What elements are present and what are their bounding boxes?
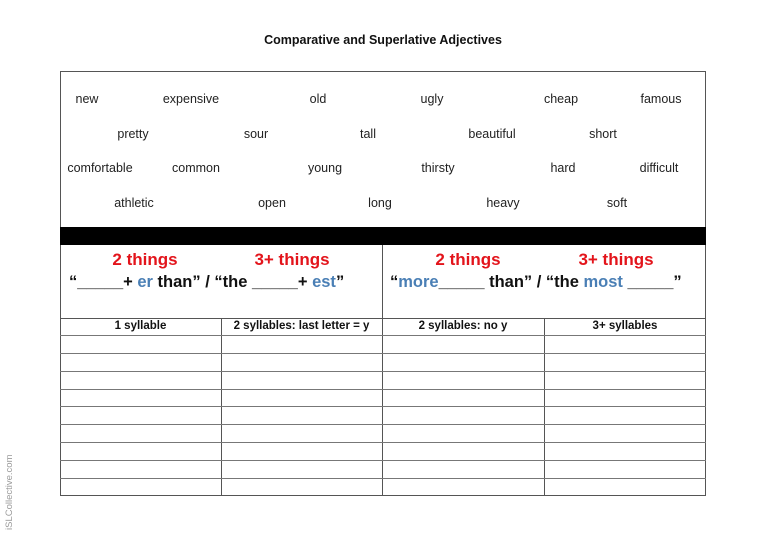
word-item: cheap	[543, 92, 579, 106]
word-item: heavy	[486, 196, 520, 210]
divider-bar	[60, 227, 706, 245]
word-item: comfortable	[67, 161, 133, 175]
word-item: young	[307, 161, 343, 175]
word-item: pretty	[117, 127, 149, 141]
table-row	[60, 335, 706, 336]
table-row	[60, 460, 706, 461]
word-item: short	[589, 127, 617, 141]
watermark: iSLCollective.com	[4, 454, 15, 530]
page-title: Comparative and Superlative Adjectives	[264, 33, 502, 47]
word-item: old	[309, 92, 327, 106]
table-row	[60, 424, 706, 425]
rule-heading-two-things-long: 2 things	[435, 250, 501, 269]
table-row	[60, 478, 706, 479]
column-header-two-syllables-no-y: 2 syllables: no y	[418, 320, 508, 332]
word-item: hard	[550, 161, 576, 175]
word-item: common	[172, 161, 220, 175]
answer-table	[60, 318, 706, 496]
table-row	[60, 371, 706, 372]
rule-pattern-short: “_____+ er than” / “the _____+ est”	[69, 273, 345, 291]
column-header-two-syllables-y: 2 syllables: last letter = y	[233, 320, 370, 332]
column-divider	[544, 318, 545, 496]
word-item: athletic	[114, 196, 154, 210]
word-item: sour	[243, 127, 269, 141]
rule-heading-two-things: 2 things	[112, 250, 178, 269]
word-item: expensive	[162, 92, 220, 106]
table-row	[60, 406, 706, 407]
word-item: beautiful	[468, 127, 516, 141]
word-item: thirsty	[421, 161, 455, 175]
column-divider	[382, 318, 383, 496]
rule-heading-three-things: 3+ things	[254, 250, 330, 269]
word-item: famous	[640, 92, 682, 106]
table-row	[60, 389, 706, 390]
rule-pattern-long: “more_____ than” / “the most _____”	[390, 273, 682, 291]
column-divider	[221, 318, 222, 496]
table-row	[60, 353, 706, 354]
word-item: soft	[606, 196, 628, 210]
word-item: tall	[360, 127, 376, 141]
table-row	[60, 442, 706, 443]
column-header-one-syllable: 1 syllable	[114, 320, 167, 332]
rule-heading-three-things-long: 3+ things	[578, 250, 654, 269]
word-item: long	[368, 196, 392, 210]
column-header-three-syllables: 3+ syllables	[592, 320, 658, 332]
word-item: ugly	[420, 92, 444, 106]
word-item: open	[258, 196, 286, 210]
word-item: new	[75, 92, 99, 106]
rules-divider	[382, 245, 383, 319]
word-item: difficult	[639, 161, 679, 175]
